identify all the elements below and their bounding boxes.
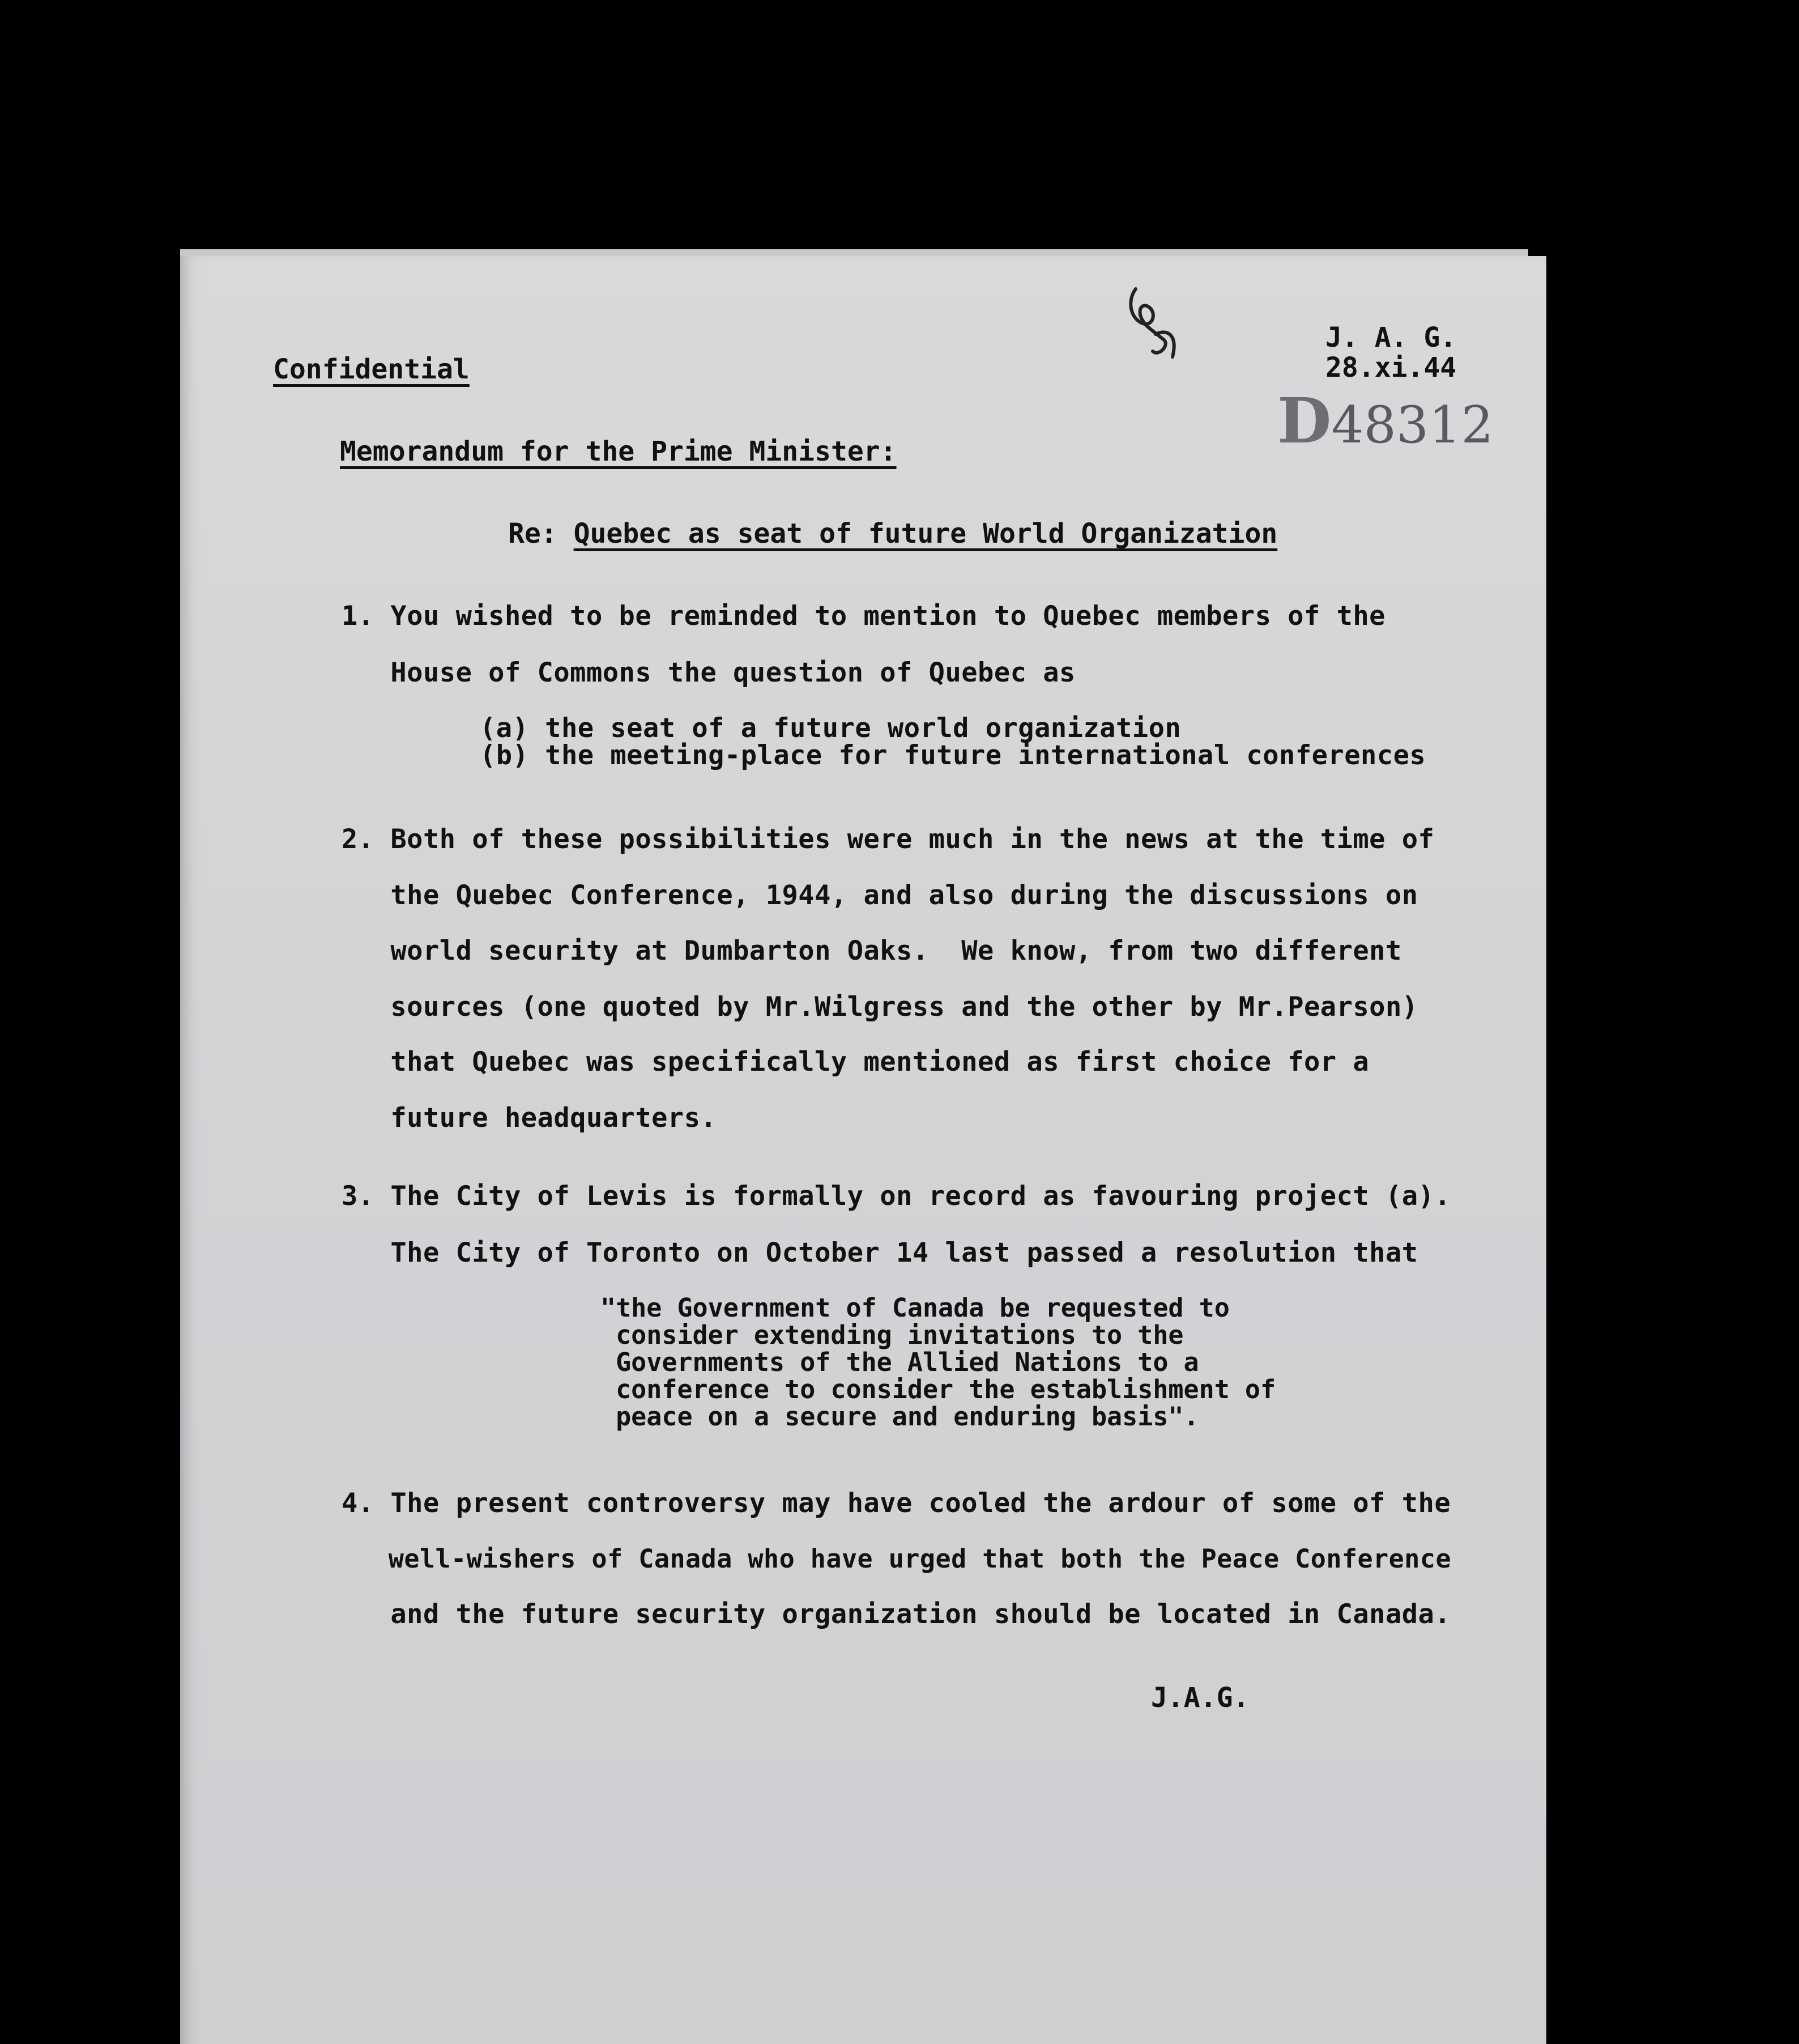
paragraph-2-line-3: world security at Dumbarton Oaks. We know, from two different xyxy=(342,935,1402,966)
paragraph-3-line-2: The City of Toronto on October 14 last passed a resolution that xyxy=(342,1237,1418,1268)
paragraph-1-line-1: 1. You wished to be reminded to mention to Quebec members of the xyxy=(342,601,1386,632)
file-stamp: D48312 xyxy=(1277,384,1494,457)
paragraph-1-line-2: House of Commons the question of Quebec as xyxy=(342,657,1076,688)
paragraph-1-item-a: (a) the seat of a future world organization xyxy=(480,713,1182,744)
memo-addressee: Memorandum for the Prime Minister: xyxy=(340,436,897,467)
re-prefix: Re: xyxy=(508,518,557,550)
resolution-quote-line-5: peace on a secure and enduring basis". xyxy=(600,1402,1199,1432)
author-initials: J. A. G. xyxy=(1325,322,1457,354)
paragraph-4-line-3: and the future security organization should be located in Canada. xyxy=(342,1599,1451,1630)
paragraph-2-line-4: sources (one quoted by Mr.Wilgress and the other by Mr.Pearson) xyxy=(342,991,1418,1023)
resolution-quote-line-4: conference to consider the establishment of xyxy=(600,1374,1276,1404)
resolution-quote-line-2: consider extending invitations to the xyxy=(600,1320,1184,1350)
resolution-quote-line-3: Governments of the Allied Nations to a xyxy=(600,1347,1199,1377)
signature-initials: J.A.G. xyxy=(1151,1682,1250,1714)
classification-label: Confidential xyxy=(273,354,470,385)
paragraph-3-line-1: 3. The City of Levis is formally on record as favouring project (a). xyxy=(342,1181,1451,1212)
paragraph-2-line-1: 2. Both of these possibilities were much in the news at the time of xyxy=(342,824,1435,855)
paragraph-4-line-1: 4. The present controversy may have cooled the ardour of some of the xyxy=(342,1488,1451,1519)
paragraph-2-line-2: the Quebec Conference, 1944, and also during the discussions on xyxy=(342,880,1418,911)
paragraph-2-line-5: that Quebec was specifically mentioned as first choice for a xyxy=(342,1046,1370,1078)
resolution-quote-line-1: "the Government of Canada be requested to xyxy=(600,1293,1230,1323)
memo-date: 28.xi.44 xyxy=(1325,352,1457,384)
paragraph-4-line-2: well-wishers of Canada who have urged that both the Peace Conference xyxy=(342,1544,1452,1574)
paragraph-1-item-b: (b) the meeting-place for future international conferences xyxy=(480,740,1426,771)
paragraph-2-line-6: future headquarters. xyxy=(342,1102,717,1134)
subject-line xyxy=(508,518,1278,550)
subject-text: Quebec as seat of future World Organization xyxy=(573,518,1278,550)
handwritten-initials-icon xyxy=(1124,283,1187,380)
